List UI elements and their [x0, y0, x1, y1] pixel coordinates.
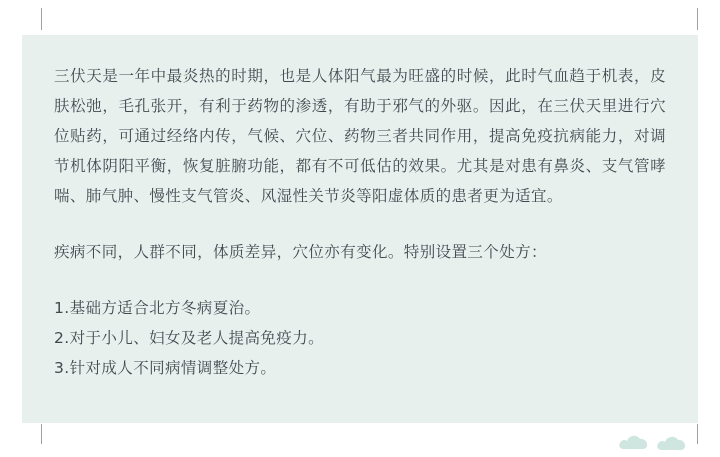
list-item: 2.对于小儿、妇女及老人提高免疫力。 — [54, 329, 324, 347]
crop-mark-top-right — [697, 8, 698, 30]
list-item: 1.基础方适合北方冬病夏治。 — [54, 299, 261, 317]
body-paragraph-1: 三伏天是一年中最炎热的时期，也是人体阳气最为旺盛的时候，此时气血趋于机表，皮肤松弛，毛孔张开，有利于药物的渗透，有助于邪气的外驱。因此，在三伏天里进行穴位贴药，可通过经络内传，气候、穴位、药物三者共同作用，提高免疫抗病能力，对调节机体阴阳平衡，恢复脏腑功能，都有不可低估的效果。尤其是对患有鼻炎、支气管哮喘、肺气肿、慢性支气管炎、风湿性关节炎等阳虚体质的患者更为适宜。 — [54, 67, 666, 205]
crop-mark-bottom-left — [41, 424, 42, 444]
crop-mark-top-left — [41, 8, 42, 30]
content-card — [22, 35, 698, 423]
cloud-icon — [618, 425, 698, 451]
body-paragraph-2: 疾病不同，人群不同，体质差异，穴位亦有变化。特别设置三个处方： — [54, 243, 547, 261]
list-item: 3.针对成人不同病情调整处方。 — [54, 359, 277, 377]
prescription-list — [54, 293, 666, 383]
